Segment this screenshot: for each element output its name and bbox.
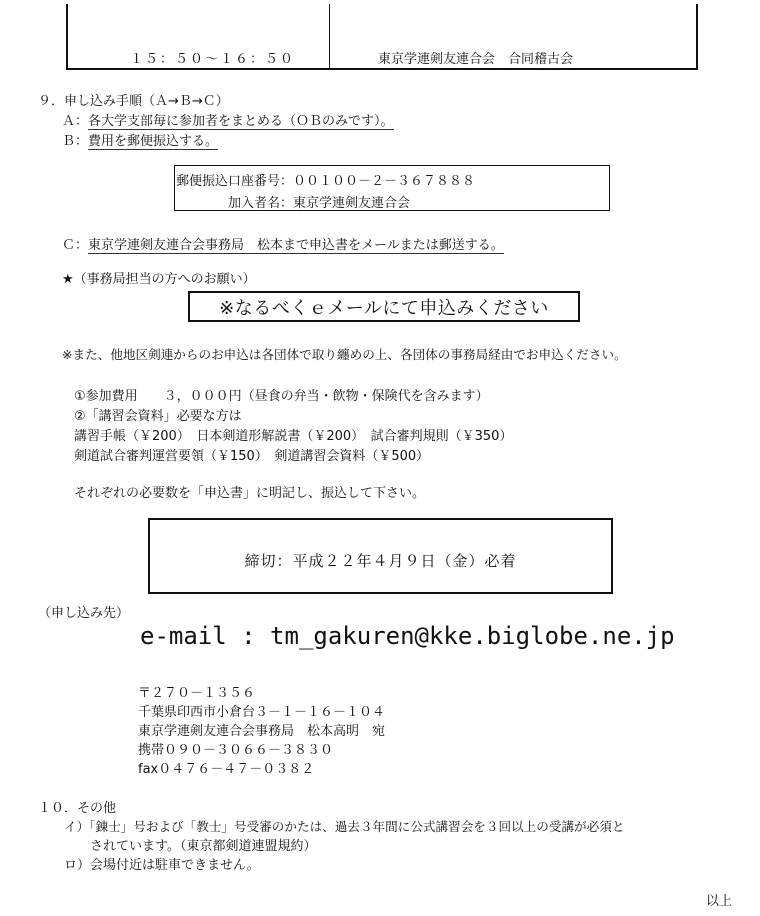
deadline-text: 締切：平成２２年４月９日（金）必着 xyxy=(244,552,517,570)
section10-heading: １０．その他 xyxy=(38,801,117,816)
contact-mobile: 携帯０９０－３０６６－３８３０ xyxy=(138,743,334,758)
schedule-time: １５：５０～１６：５０ xyxy=(130,52,296,67)
step-c xyxy=(62,234,504,253)
fee-line-5: それぞれの必要数を「申込書」に明記し、振込して下さい。 xyxy=(74,486,426,501)
section10-item1-line2: されています。（東京都剣道連盟規約） xyxy=(90,839,317,854)
fee-line-4: 剣道試合審判運営要領（￥150） 剣道講習会資料（￥500） xyxy=(74,449,430,464)
contact-recipient: 東京学連剣友連合会事務局 松本高明 宛 xyxy=(138,724,386,739)
step-b-label: Ｂ： xyxy=(62,134,89,149)
postal-account-number: 郵便振込口座番号：００１００－２－３６７８８８ xyxy=(176,174,476,189)
step-c-label: Ｃ： xyxy=(62,238,89,253)
other-regions-note: ※また、他地区剣連からのお申込は各団体で取り纏めの上、各団体の事務局経由でお申込ください。 xyxy=(62,347,627,362)
section10-item1-line1: イ）「錬士」号および「教士」号受審のかたは、過去３年間に公式講習会を３回以上の受講が必須と xyxy=(64,819,625,834)
fee-line-2: ②「講習会資料」必要な方は xyxy=(74,409,242,424)
email-notice: ※なるべくｅメールにて申込みください xyxy=(219,297,549,319)
email-notice-box xyxy=(188,291,580,322)
section10-item2: ロ）会場付近は駐車できません。 xyxy=(64,858,260,873)
step-a-text: 各大学支部毎に参加者をまとめる（ＯＢのみです）。 xyxy=(88,114,394,129)
contact-heading: （申し込み先） xyxy=(38,606,130,621)
postal-account-name: 加入者名：東京学連剣友連合会 xyxy=(228,196,411,211)
step-a-label: Ａ： xyxy=(62,114,89,129)
step-a xyxy=(62,110,394,129)
contact-email: e-mail : tm_gakuren@kke.biglobe.ne.jp xyxy=(140,622,675,650)
fee-line-3: 講習手帳（￥200） 日本剣道形解説書（￥200） 試合審判規則（￥350） xyxy=(74,429,513,444)
step-b xyxy=(62,130,218,149)
section9-heading: ９．申し込み手順（Ａ→Ｂ→Ｃ） xyxy=(38,94,229,109)
closing-text: 以上 xyxy=(706,894,733,909)
request-heading: ★（事務局担当の方へのお願い） xyxy=(62,272,256,287)
schedule-divider xyxy=(329,4,330,68)
deadline-box xyxy=(148,518,613,594)
step-c-text: 東京学連剣友連合会事務局 松本まで申込書をメールまたは郵送する。 xyxy=(88,238,504,253)
contact-postal-code: 〒２７０－１３５６ xyxy=(138,686,256,701)
contact-fax: fax０４７６－４７－０３８２ xyxy=(138,762,315,777)
schedule-event: 東京学連剣友連合会 合同稽古会 xyxy=(378,52,574,67)
step-b-text: 費用を郵便振込する。 xyxy=(88,134,219,149)
fee-line-1: ①参加費用 ３，０００円（昼食の弁当・飲物・保険代を含みます） xyxy=(74,389,489,404)
contact-address: 千葉県印西市小倉台３－１－１６－１０４ xyxy=(138,705,386,720)
